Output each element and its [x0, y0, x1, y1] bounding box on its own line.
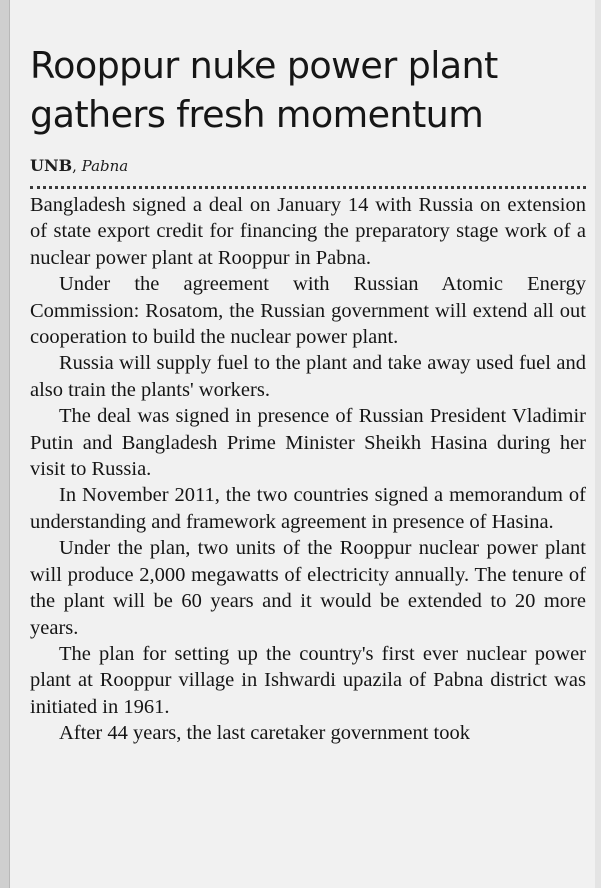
paragraph-3: Russia will supply fuel to the plant and take away used fuel and also train the plants' workers.	[30, 352, 586, 401]
dotted-divider	[30, 186, 586, 189]
byline-agency: UNB	[30, 156, 73, 175]
article-body	[30, 192, 586, 747]
paragraph-7: The plan for setting up the country's first ever nuclear power plant at Rooppur village in Ishwardi upazila of Pabna district was initiated in 1961.	[30, 642, 586, 718]
paragraph-4: The deal was signed in presence of Russian President Vladimir Putin and Bangladesh Prime Minister Sheikh Hasina during her visit to Russia.	[30, 405, 586, 481]
headline-line-2: gathers fresh momentum	[30, 93, 484, 136]
paragraph-1: Bangladesh signed a deal on January 14 with Russia on extension of state export credit for financing the preparatory stage work of a nuclear power plant at Rooppur in Pabna.	[30, 194, 586, 269]
article-column	[30, 0, 586, 747]
byline-dateline: Pabna	[81, 157, 129, 175]
paragraph-8: After 44 years, the last caretaker government took	[59, 722, 470, 745]
headline-line-1: Rooppur nuke power plant	[30, 44, 498, 87]
paragraph-2: Under the agreement with Russian Atomic Energy Commission: Rosatom, the Russian government will extend all out cooperation to build the nuclear power plant.	[30, 273, 586, 349]
byline-separator: ,	[72, 157, 77, 175]
byline	[30, 156, 586, 178]
paragraph-6: Under the plan, two units of the Rooppur nuclear power plant will produce 2,000 megawatts of electricity annually. The tenure of the plant will be 60 years and it would be extended to 20 more years.	[30, 537, 586, 639]
clipping-left-border	[0, 0, 10, 888]
paragraph-5: In November 2011, the two countries signed a memorandum of understanding and framework agreement in presence of Hasina.	[30, 484, 586, 533]
clipping-right-border	[595, 0, 601, 888]
headline	[30, 41, 586, 139]
